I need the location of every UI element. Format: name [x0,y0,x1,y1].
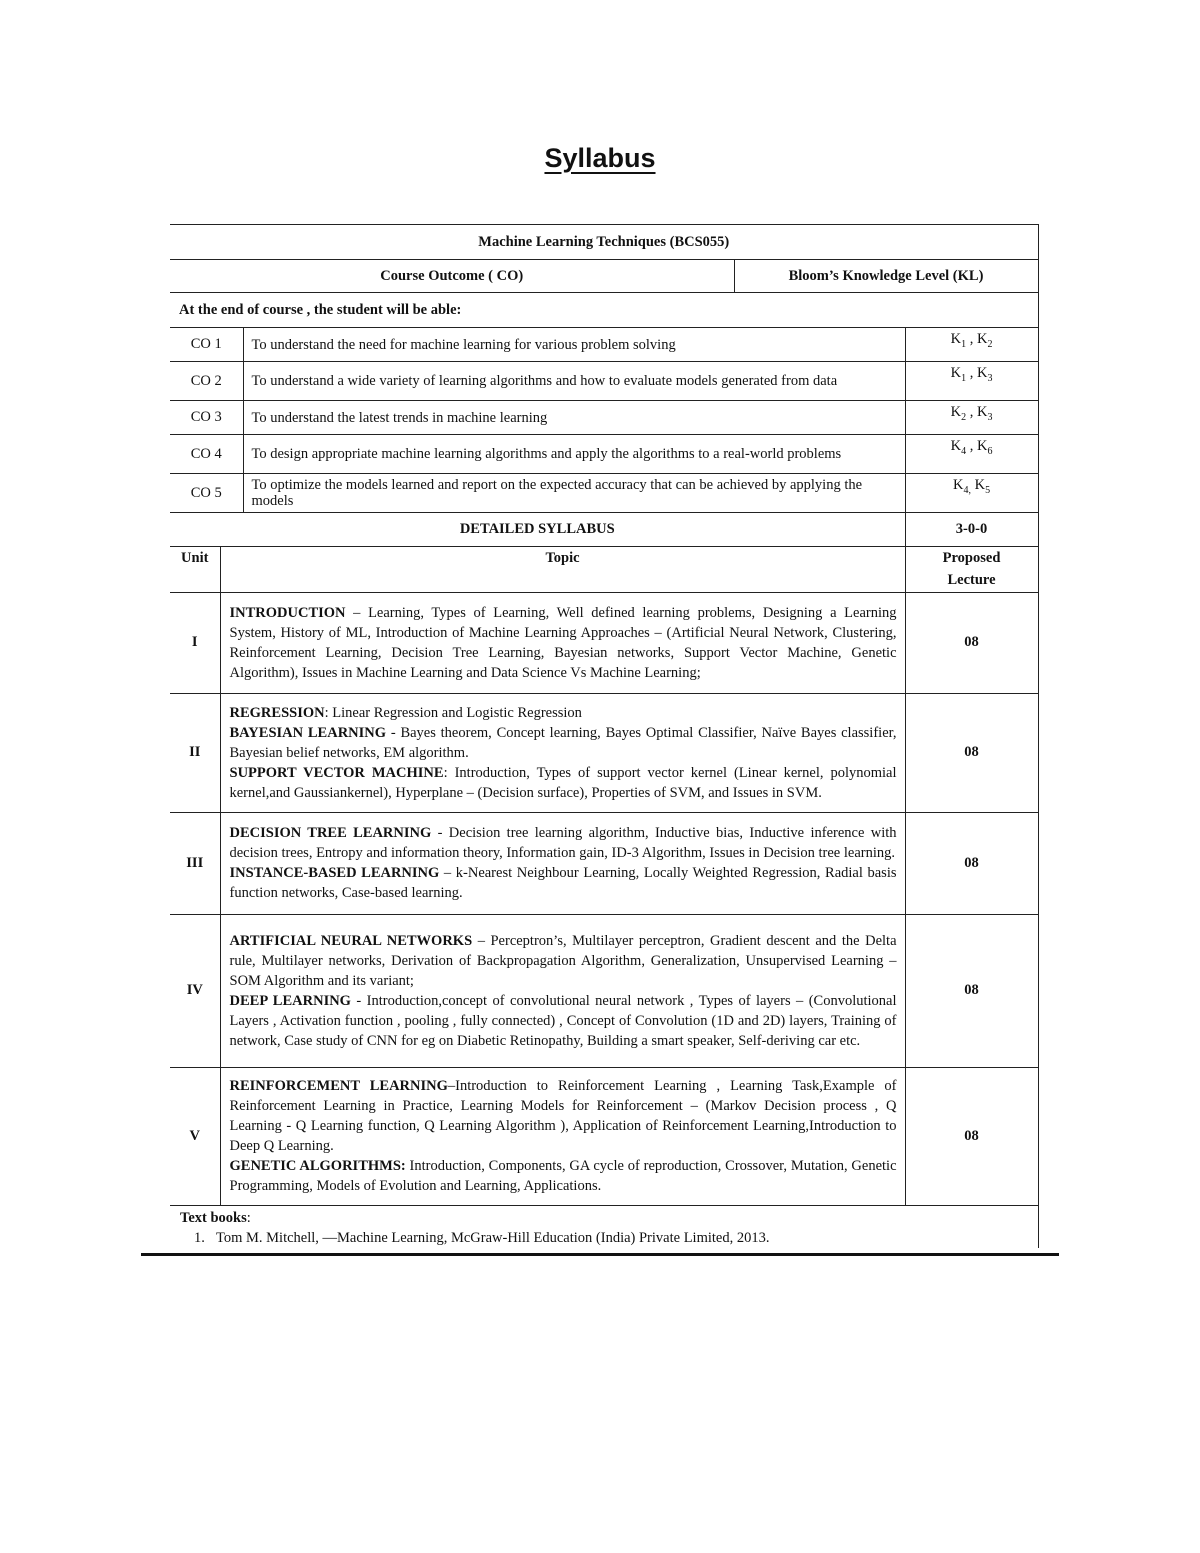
kl-a: K [952,477,964,493]
co-label: CO 4 [170,435,243,474]
kl-b: K [976,438,988,454]
topic-block [230,991,897,1051]
unit-row [170,693,1038,812]
co-label: CO 2 [170,362,243,401]
co-text: To understand a wide variety of learning algorithms and how to evaluate models generated from data [243,362,905,401]
topic-block [230,603,897,683]
unit-lecture-count: 08 [905,592,1038,693]
topic-body: : Linear Regression and Logistic Regression [324,704,582,721]
co-row [170,362,1038,401]
unit-lecture-count: 08 [905,693,1038,812]
topic-heading: INSTANCE-BASED LEARNING [229,865,440,881]
textbooks-list [180,1228,1028,1248]
kl-a-sub: 2 [961,411,967,423]
co-row [170,474,1038,513]
unit-row [170,914,1038,1067]
topic-block [230,1156,897,1196]
topic-body: Introduction, Components, GA cycle of reproduction, Crossover, Mutation, Genetic Programming, Models of Evolution and Learning, Applications. [229,1158,897,1194]
kl-a: K [950,438,962,454]
kl-header: Bloom’s Knowledge Level (KL) [734,260,1038,293]
textbook-number: 1. [194,1229,205,1246]
kl-b-sub: 5 [985,484,991,496]
co-rows [170,328,1038,513]
kl-sep: , [966,365,977,381]
lecture-column-header [905,546,1038,592]
course-title: Machine Learning Techniques (BCS055) [170,225,1038,260]
co-label: CO 3 [170,401,243,435]
topic-heading: GENETIC ALGORITHMS: [229,1158,406,1174]
detailed-syllabus-table [170,513,1039,1248]
co-header: Course Outcome ( CO) [170,260,734,293]
unit-column-header: Unit [170,546,220,592]
topic-heading: ARTIFICIAL NEURAL NETWORKS [229,932,473,949]
unit-number: I [170,592,220,693]
topic-heading: REGRESSION [229,704,325,721]
co-kl-level [905,401,1038,435]
unit-row [170,592,1038,693]
kl-a: K [950,331,962,347]
unit-lecture-count: 08 [905,812,1038,914]
textbooks-section [170,1205,1038,1248]
kl-a-sub: 1 [961,338,967,350]
unit-rows [170,592,1038,1205]
unit-row [170,812,1038,914]
topic-heading: REINFORCEMENT LEARNING [229,1078,448,1094]
co-label: CO 1 [170,328,243,362]
unit-number: II [170,693,220,812]
topic-heading: SUPPORT VECTOR MACHINE [229,764,444,781]
kl-b-sub: 3 [987,411,993,423]
unit-topics [220,592,905,693]
textbooks-heading: Text books [180,1209,247,1226]
co-text: To understand the latest trends in machine learning [243,401,905,435]
topic-block [230,823,897,863]
unit-number: V [170,1067,220,1205]
kl-b: K [976,404,988,420]
unit-number: IV [170,914,220,1067]
unit-topics [220,693,905,812]
detailed-syllabus-heading: DETAILED SYLLABUS [170,513,905,546]
co-label: CO 5 [170,474,243,513]
kl-a-sub: 1 [961,372,967,384]
topic-body: –Introduction to Reinforcement Learning , Learning Task,Example of Reinforcement Learning in Practice, Learning Models for Reinforcement – (Markov Decision process , Q Learning - Q Learning function, Q Learning Algorithm ), Application of Reinforcement Learning,Introduction to Deep Q Learning. [229,1078,897,1154]
topic-block [230,931,897,991]
kl-b-sub: 3 [987,372,993,384]
co-kl-level [905,328,1038,362]
unit-lecture-count: 08 [905,1067,1038,1205]
course-outcome-table [170,224,1039,513]
unit-topics [220,812,905,914]
kl-a: K [950,365,962,381]
topic-body: – k-Nearest Neighbour Learning, Locally Weighted Regression, Radial basis function networks, Case-based learning. [229,865,897,901]
topic-block [230,1076,897,1156]
topic-body: - Bayes theorem, Concept learning, Bayes Optimal Classifier, Naïve Bayes classifier, Bayesian belief networks, EM algorithm. [229,724,897,761]
unit-lecture-count: 08 [905,914,1038,1067]
textbook-item [180,1228,1028,1248]
co-row [170,401,1038,435]
topic-heading: INTRODUCTION [229,604,346,621]
kl-b-sub: 2 [987,338,993,350]
kl-sep: , [966,404,977,420]
kl-sep: , [966,438,977,454]
unit-topics [220,1067,905,1205]
co-kl-level [905,435,1038,474]
kl-a-sub: 4 [961,445,967,457]
topic-body: : Introduction, Types of support vector kernel (Linear kernel, polynomial kernel,and Gaussiankernel), Hyperplane – (Decision surface), Properties of SVM, and Issues in SVM. [229,764,897,801]
topic-block [230,703,897,723]
kl-b: K [976,331,988,347]
ltp-value: 3-0-0 [905,513,1038,546]
kl-sep: , [966,331,977,347]
topic-body: - Decision tree learning algorithm, Inductive bias, Inductive inference with decision trees, Entropy and information theory, Information gain, ID-3 Algorithm, Issues in Decision tree learning. [229,825,897,861]
topic-heading: DEEP LEARNING [229,992,351,1009]
lecture-header-line-2: Lecture [947,572,996,588]
syllabus-document [170,224,1038,1248]
topic-block [230,863,897,903]
co-kl-level [905,474,1038,513]
topic-body: – Perceptron’s, Multilayer perceptron, Gradient descent and the Delta rule, Multilayer networks, Derivation of Backpropagation Algorithm, Generalization, Unsupervised Learning – SOM Algorithm and its variant; [229,932,897,989]
kl-b-sub: 6 [987,445,993,457]
lecture-header-line-1: Proposed [942,550,1001,566]
topic-body: - Introduction,concept of convolutional neural network , Types of layers – (Convolutional Layers , Activation function , pooling , fully connected) , Concept of Convolution (1D and 2D) layers, Training of network, Case study of CNN for eg on Diabetic Retinopathy, Building a smart speaker, Self-deriving car etc. [229,992,897,1049]
kl-b: K [976,365,988,381]
topic-block [230,763,897,803]
textbooks-heading-colon: : [246,1209,251,1226]
bottom-rule [141,1253,1059,1256]
co-text: To optimize the models learned and report on the expected accuracy that can be achieved by applying the models [243,474,905,513]
co-text: To design appropriate machine learning algorithms and apply the algorithms to a real-world problems [243,435,905,474]
unit-number: III [170,812,220,914]
page-title: Syllabus [544,143,656,173]
kl-b: K [974,477,986,493]
topic-heading: DECISION TREE LEARNING [229,825,432,841]
kl-a-sub: 4, [963,484,971,496]
co-row [170,328,1038,362]
kl-a: K [950,404,962,420]
textbook-text: Tom M. Mitchell, ―Machine Learning, McGraw-Hill Education (India) Private Limited, 2013. [216,1229,770,1246]
co-kl-level [905,362,1038,401]
topic-column-header: Topic [220,546,905,592]
topic-heading: BAYESIAN LEARNING [229,724,387,741]
co-row [170,435,1038,474]
topic-block [230,723,897,763]
course-intro: At the end of course , the student will be able: [170,293,1038,328]
co-text: To understand the need for machine learning for various problem solving [243,328,905,362]
unit-row [170,1067,1038,1205]
topic-body: – Learning, Types of Learning, Well defined learning problems, Designing a Learning System, History of ML, Introduction of Machine Learning Approaches – (Artificial Neural Network, Clustering, Reinforcement Learning, Decision Tree Learning, Bayesian networks, Support Vector Machine, Genetic Algorithm), Issues in Machine Learning and Data Science Vs Machine Learning; [229,604,897,681]
unit-topics [220,914,905,1067]
